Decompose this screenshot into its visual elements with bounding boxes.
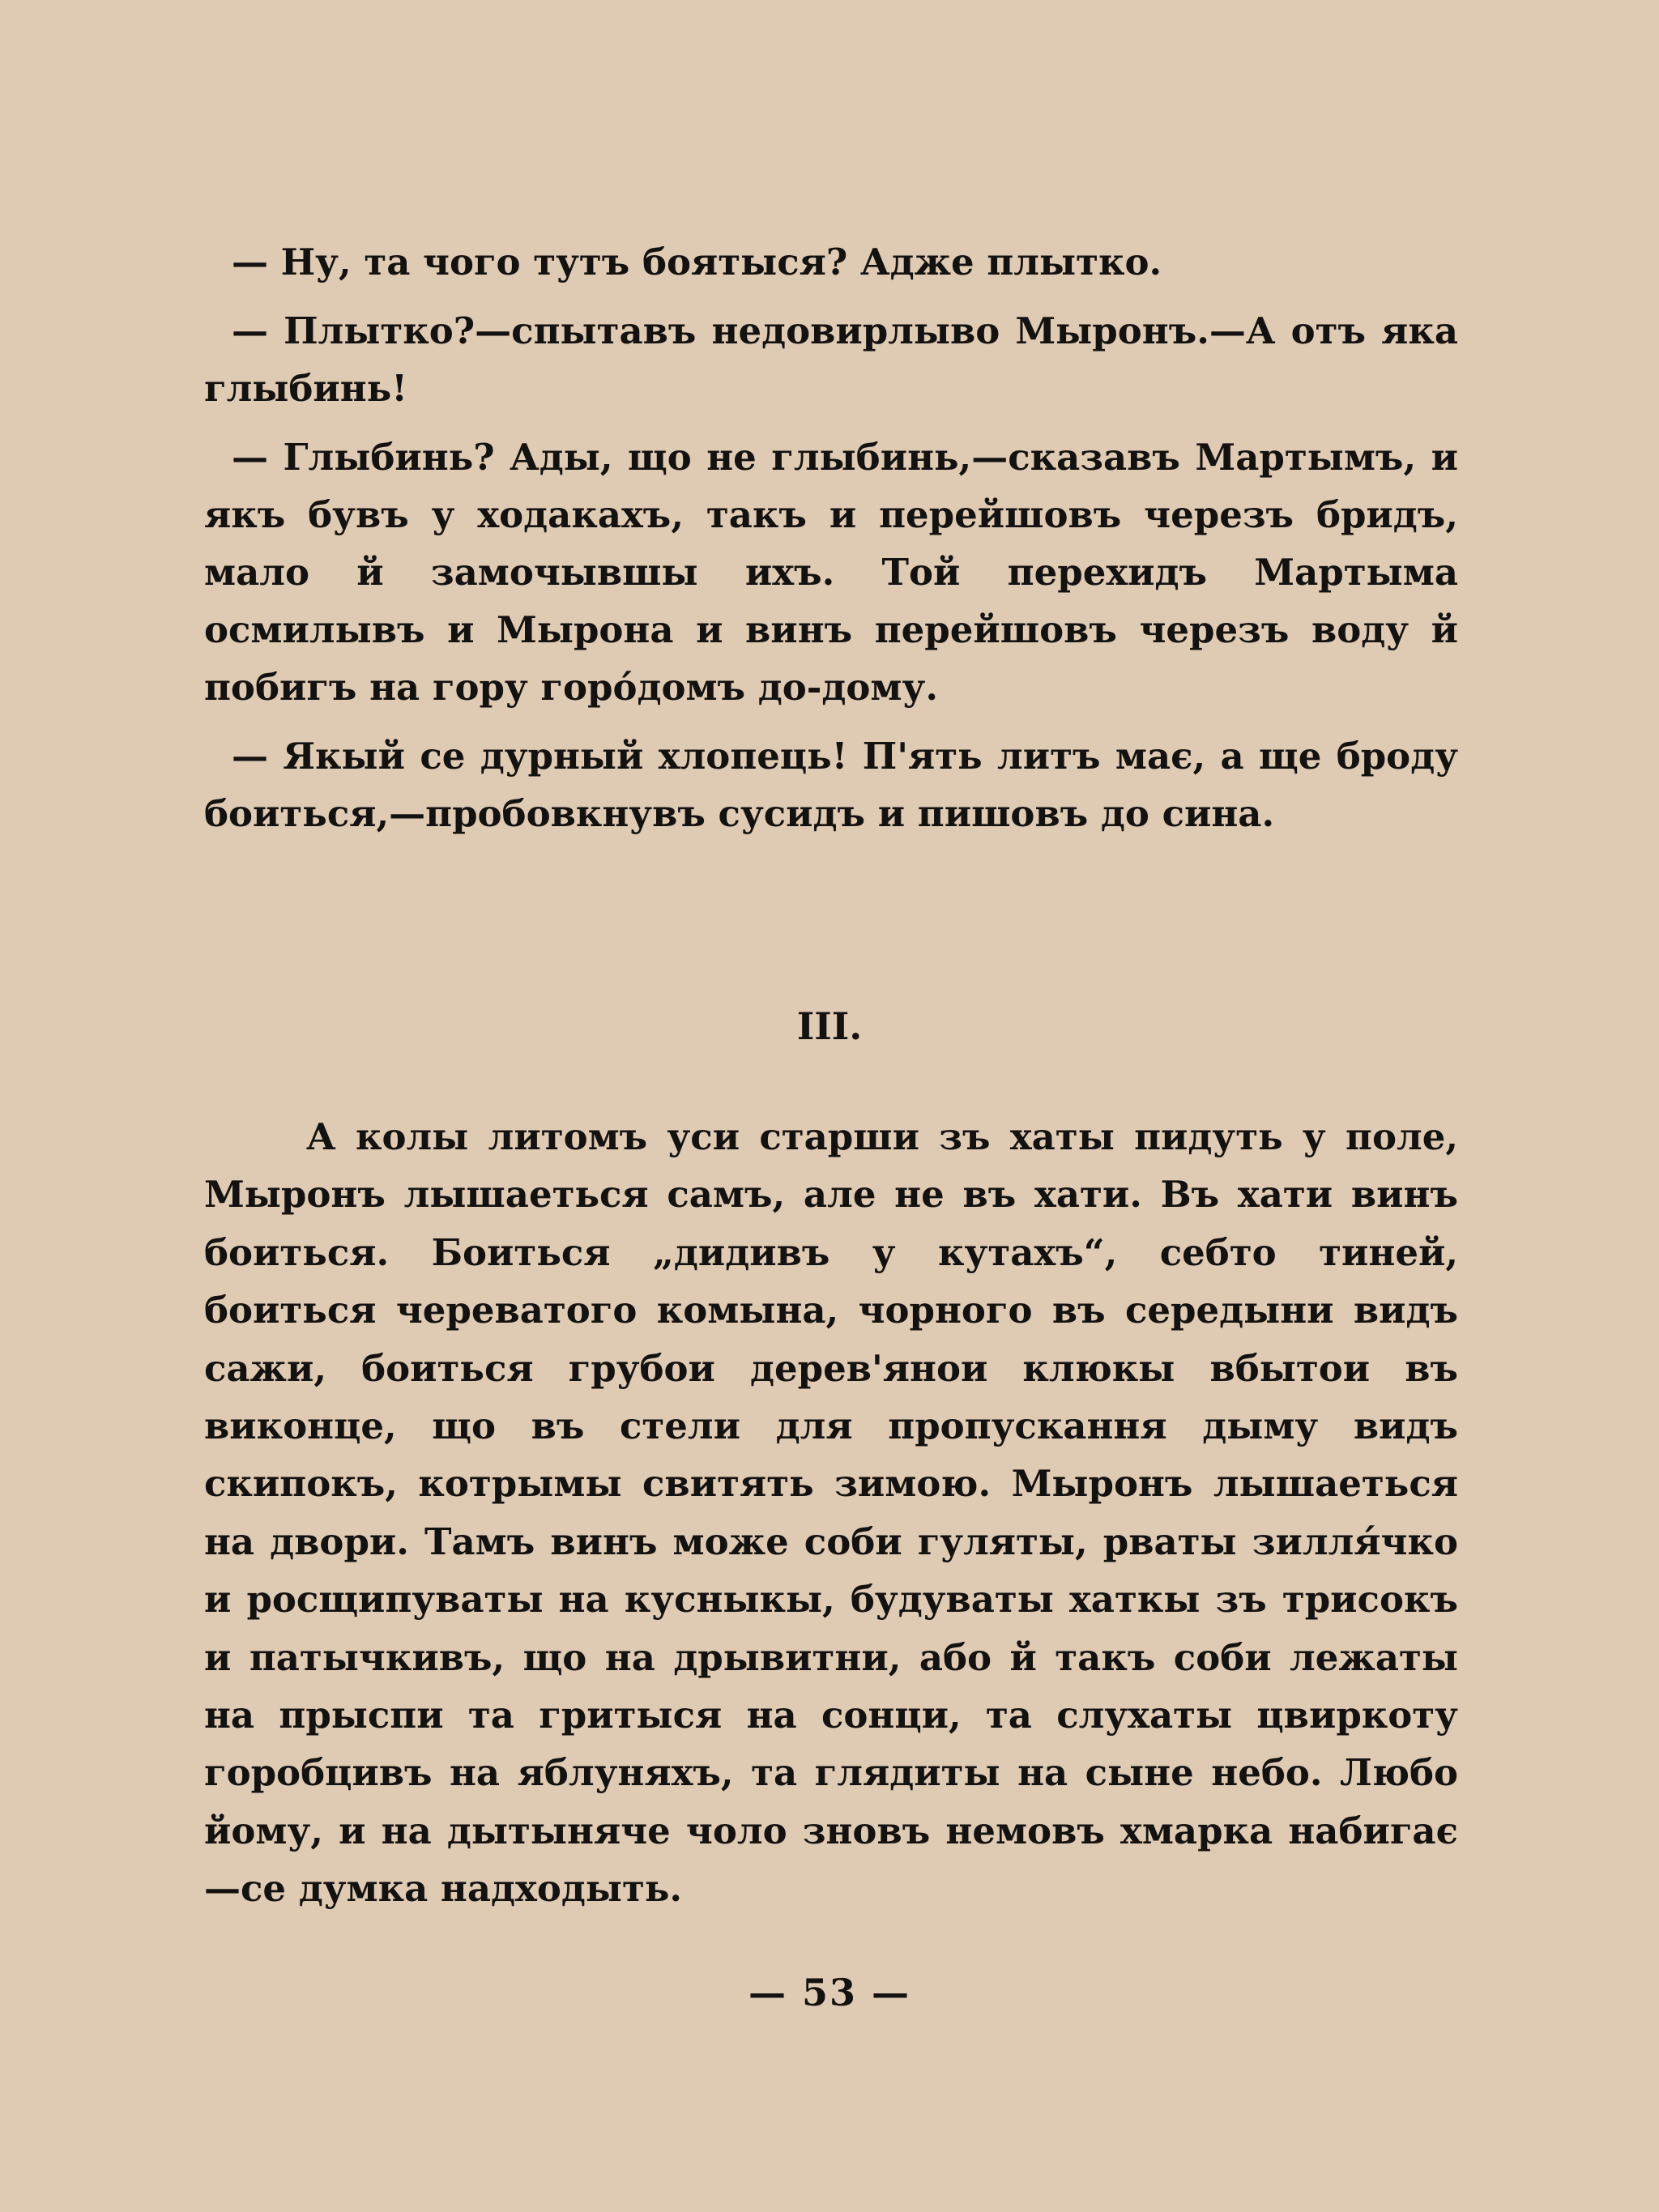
body-paragraph: А колы литомъ уси старши зъ хаты пидуть у поле, Мыронъ лышаеться самъ, але не въ хати. Въ хати винъ боиться. Боиться „дидивъ у кутахъ“, себто тиней, боиться череватого комына, чорного въ середыни видъ сажи, боиться грубои дерев'янои клюкы вбытои въ виконце, що въ стели для пропускання дыму видъ скипокъ, котрымы свитять зимою. Мыронъ лышаеться на двори. Тамъ винъ може соби гуляты, рваты зилля́чко и росщипуваты на кусныкы, будуваты хаткы зъ трисокъ и патычкивъ, що на дрывитни, або й такъ соби лежаты на прыспи та гритыся на сонци, та слухаты цвиркоту горобцивъ на яблуняхъ, та глядиты на сыне небо. Любо йому, и на дытыняче чоло зновъ немовъ хмарка набигає—се думка надходыть. — [204, 1115, 1458, 1911]
dialogue-section — [204, 233, 1458, 842]
page-number: — 53 — — [748, 1971, 911, 2014]
paragraph-1: — Ну, та чого тутъ боятыся? Адже плытко. — [232, 241, 1162, 283]
paragraph-3: — Глыбинь? Ады, що не глыбинь,—сказавъ Мартымъ, и якъ бувъ у ходакахъ, такъ и перейшовъ черезъ бридъ, мало й замочывшы ихъ. Той перехидъ Мартыма осмилывъ и Мырона и винъ перейшовъ черезъ воду й побигъ на гору горо́домъ до-дому. — [204, 436, 1458, 709]
paragraph-4: — Якый се дурный хлопець! П'ять литъ має, а ще броду боиться,—пробовкнувъ сусидъ и пишовъ до сина. — [204, 735, 1458, 835]
chapter-heading: III. — [796, 1004, 863, 1048]
paragraph-2: — Плытко?—спытавъ недовирлыво Мыронъ.—А отъ яка глыбинь! — [204, 309, 1458, 410]
